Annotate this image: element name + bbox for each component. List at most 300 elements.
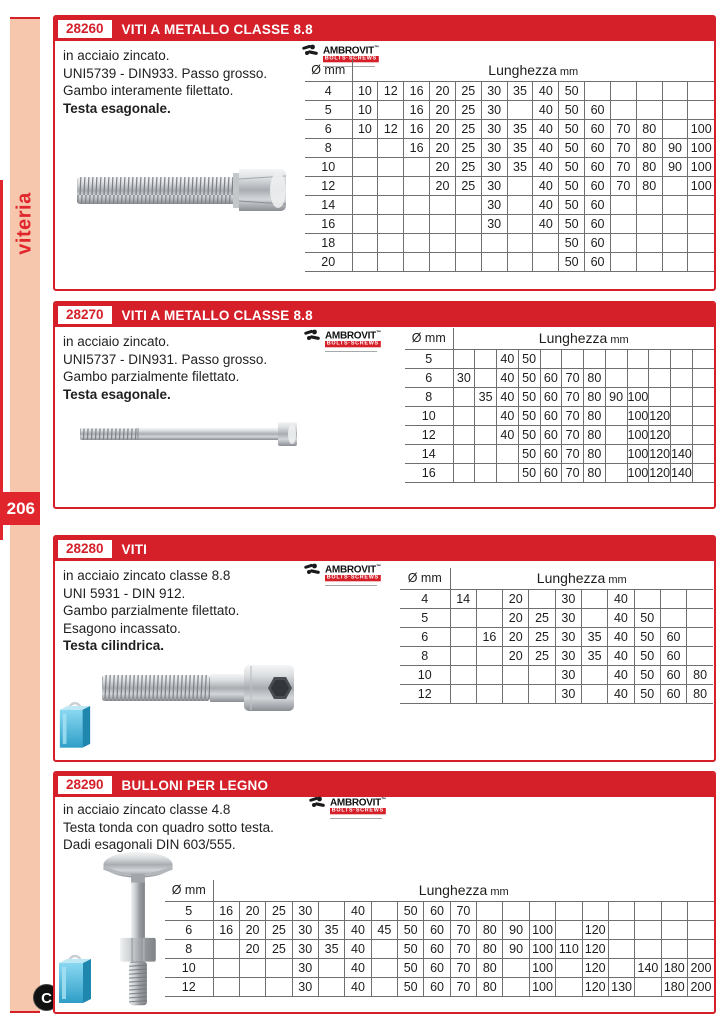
length-cell xyxy=(605,406,627,425)
size-row xyxy=(165,920,714,939)
length-cell: 50 xyxy=(559,233,585,252)
length-cell xyxy=(610,214,636,233)
size-row xyxy=(305,119,714,138)
category-label: viteria xyxy=(13,191,36,255)
length-cell: 30 xyxy=(481,138,507,157)
description-line-bold: Testa esagonale. xyxy=(63,100,171,116)
length-cell: 50 xyxy=(398,977,424,996)
length-cell: 70 xyxy=(450,977,476,996)
length-cell: 35 xyxy=(507,119,533,138)
length-cell: 50 xyxy=(559,81,585,100)
length-cell: 70 xyxy=(450,901,476,920)
length-cell xyxy=(476,665,502,684)
length-cell: 20 xyxy=(503,608,529,627)
size-table-wrap xyxy=(400,568,713,704)
diameter-cell: 5 xyxy=(305,100,352,119)
length-cell xyxy=(605,368,627,387)
length-cell xyxy=(585,81,611,100)
length-cell: 45 xyxy=(371,920,397,939)
product-description xyxy=(63,333,267,403)
product-code: 28280 xyxy=(58,540,112,558)
diameter-cell: 6 xyxy=(400,627,450,646)
length-cell xyxy=(450,684,476,703)
length-cell: 25 xyxy=(455,157,481,176)
length-cell xyxy=(533,233,559,252)
size-row xyxy=(305,81,714,100)
length-cell xyxy=(687,920,714,939)
size-row xyxy=(165,939,714,958)
length-cell xyxy=(634,589,660,608)
length-cell: 30 xyxy=(453,368,475,387)
brand-name: AMBROVIT™ xyxy=(323,45,379,57)
size-table-wrap xyxy=(405,328,714,483)
length-cell: 50 xyxy=(398,901,424,920)
length-cell xyxy=(404,233,430,252)
length-cell xyxy=(581,665,607,684)
length-cell: 60 xyxy=(424,977,450,996)
length-cell: 90 xyxy=(503,939,529,958)
length-cell xyxy=(239,958,265,977)
length-cell xyxy=(378,157,404,176)
length-cell xyxy=(687,901,714,920)
length-cell xyxy=(404,176,430,195)
length-cell: 60 xyxy=(660,665,686,684)
hex-bolt-full-thread-photo xyxy=(75,155,297,225)
length-cell: 30 xyxy=(555,684,581,703)
section-28260 xyxy=(53,15,716,291)
length-cell: 25 xyxy=(455,100,481,119)
length-cell: 40 xyxy=(533,81,559,100)
length-cell: 100 xyxy=(688,157,714,176)
length-cell xyxy=(455,233,481,252)
size-row xyxy=(400,646,713,665)
length-cell xyxy=(503,684,529,703)
length-cell: 30 xyxy=(555,665,581,684)
length-cell xyxy=(503,977,529,996)
length-cell xyxy=(688,233,714,252)
length-cell: 140 xyxy=(671,463,693,482)
length-cell xyxy=(610,195,636,214)
product-description xyxy=(63,47,267,117)
brand-tagline: BOLTS·SCREWS xyxy=(324,56,377,62)
length-cell: 40 xyxy=(608,665,634,684)
length-cell xyxy=(318,958,344,977)
length-cell: 40 xyxy=(497,387,519,406)
diameter-cell: 6 xyxy=(165,920,213,939)
length-cell xyxy=(687,627,713,646)
section-28280 xyxy=(53,535,716,762)
length-cell xyxy=(371,977,397,996)
length-cell: 25 xyxy=(455,176,481,195)
section-title: BULLONI PER LEGNO xyxy=(121,777,269,793)
length-cell xyxy=(556,901,582,920)
size-row xyxy=(400,684,713,703)
length-cell: 25 xyxy=(529,627,555,646)
length-cell xyxy=(404,195,430,214)
diameter-header: Ø mm xyxy=(400,568,450,589)
length-cell: 50 xyxy=(559,195,585,214)
diameter-cell: 8 xyxy=(305,138,352,157)
length-cell: 60 xyxy=(540,387,562,406)
brand-logo xyxy=(303,328,387,352)
length-cell: 70 xyxy=(450,958,476,977)
length-cell: 12 xyxy=(378,119,404,138)
length-cell xyxy=(660,589,686,608)
length-cell: 60 xyxy=(585,233,611,252)
length-cell xyxy=(378,138,404,157)
length-cell: 60 xyxy=(585,176,611,195)
length-cell: 50 xyxy=(518,387,540,406)
description-line: Testa tonda con quadro sotto testa. xyxy=(63,819,274,835)
length-cell xyxy=(662,100,688,119)
length-cell xyxy=(213,977,239,996)
length-cell: 60 xyxy=(424,958,450,977)
length-cell: 50 xyxy=(518,406,540,425)
length-cell xyxy=(475,406,497,425)
length-cell: 30 xyxy=(292,977,318,996)
length-cell xyxy=(476,589,502,608)
length-cell: 35 xyxy=(318,939,344,958)
length-cell xyxy=(584,349,606,368)
length-cell xyxy=(503,665,529,684)
length-cell: 50 xyxy=(559,176,585,195)
length-cell: 60 xyxy=(660,684,686,703)
length-cell xyxy=(627,368,649,387)
length-cell: 30 xyxy=(481,119,507,138)
length-cell xyxy=(503,958,529,977)
length-cell: 60 xyxy=(660,646,686,665)
length-cell xyxy=(635,939,661,958)
size-row xyxy=(305,233,714,252)
package-box-icon xyxy=(56,948,94,1008)
length-cell xyxy=(529,665,555,684)
length-cell xyxy=(692,425,714,444)
length-cell: 70 xyxy=(562,368,584,387)
description-line: UNI 5931 - DIN 912. xyxy=(63,585,186,601)
brand-name: AMBROVIT™ xyxy=(330,797,386,809)
length-cell xyxy=(404,252,430,271)
length-cell xyxy=(430,252,456,271)
length-cell: 50 xyxy=(518,368,540,387)
description-line: in acciaio zincato classe 4.8 xyxy=(63,802,231,817)
description-line-bold: Testa cilindrica. xyxy=(63,638,165,653)
size-row xyxy=(405,406,714,425)
length-cell xyxy=(507,233,533,252)
length-cell: 50 xyxy=(559,157,585,176)
length-cell: 20 xyxy=(430,138,456,157)
length-cell xyxy=(610,100,636,119)
length-cell xyxy=(455,214,481,233)
length-cell xyxy=(475,425,497,444)
brand-tagline: BOLTS·SCREWS xyxy=(331,808,384,814)
length-cell: 14 xyxy=(450,589,476,608)
length-cell: 20 xyxy=(430,176,456,195)
length-cell xyxy=(371,958,397,977)
description-line: Dadi esagonali DIN 603/555. xyxy=(63,837,236,852)
length-cell xyxy=(450,646,476,665)
length-cell: 70 xyxy=(450,939,476,958)
length-cell: 30 xyxy=(481,214,507,233)
length-cell xyxy=(455,195,481,214)
length-cell: 50 xyxy=(559,119,585,138)
length-cell xyxy=(481,252,507,271)
length-cell: 20 xyxy=(503,627,529,646)
product-code: 28270 xyxy=(58,306,112,324)
brand-tagline: BOLTS·SCREWS xyxy=(326,575,379,581)
diameter-cell: 12 xyxy=(405,425,453,444)
length-cell: 100 xyxy=(529,977,555,996)
size-row xyxy=(165,901,714,920)
length-cell xyxy=(636,100,662,119)
section-28290 xyxy=(53,771,716,1014)
length-cell xyxy=(507,195,533,214)
diameter-cell: 10 xyxy=(305,157,352,176)
length-cell: 120 xyxy=(649,463,671,482)
length-cell: 70 xyxy=(610,119,636,138)
length-cell xyxy=(605,349,627,368)
length-cell xyxy=(213,939,239,958)
length-cell: 20 xyxy=(239,901,265,920)
length-cell: 80 xyxy=(477,977,503,996)
length-cell: 60 xyxy=(585,100,611,119)
length-cell xyxy=(453,444,475,463)
length-cell: 30 xyxy=(292,920,318,939)
size-row xyxy=(405,368,714,387)
length-cell xyxy=(371,901,397,920)
length-cell xyxy=(608,901,634,920)
length-cell: 120 xyxy=(582,977,608,996)
length-cell: 12 xyxy=(378,81,404,100)
length-cell xyxy=(608,920,634,939)
length-cell: 50 xyxy=(634,684,660,703)
section-header xyxy=(55,17,714,41)
length-cell xyxy=(688,214,714,233)
size-row xyxy=(405,349,714,368)
brand-name: AMBROVIT™ xyxy=(325,564,381,576)
length-cell: 120 xyxy=(582,958,608,977)
size-row xyxy=(305,138,714,157)
length-cell xyxy=(636,252,662,271)
length-cell xyxy=(649,349,671,368)
length-cell xyxy=(450,665,476,684)
diameter-cell: 12 xyxy=(400,684,450,703)
length-cell: 25 xyxy=(529,608,555,627)
length-cell: 90 xyxy=(605,387,627,406)
brand-name: AMBROVIT™ xyxy=(325,330,381,342)
length-cell: 60 xyxy=(540,444,562,463)
section-title: VITI xyxy=(121,541,148,557)
diameter-cell: 12 xyxy=(305,176,352,195)
diameter-cell: 6 xyxy=(405,368,453,387)
length-cell xyxy=(662,214,688,233)
length-cell: 50 xyxy=(634,627,660,646)
length-cell xyxy=(635,977,661,996)
length-cell: 200 xyxy=(687,958,714,977)
length-cell xyxy=(507,100,533,119)
length-cell xyxy=(453,463,475,482)
diameter-cell: 16 xyxy=(305,214,352,233)
length-cell xyxy=(239,977,265,996)
length-cell: 180 xyxy=(661,958,687,977)
size-table-wrap xyxy=(165,880,714,997)
diameter-cell: 10 xyxy=(400,665,450,684)
size-row xyxy=(165,958,714,977)
section-title: VITI A METALLO CLASSE 8.8 xyxy=(121,21,313,37)
length-cell xyxy=(636,81,662,100)
length-cell: 200 xyxy=(687,977,714,996)
length-cell: 100 xyxy=(627,387,649,406)
length-cell xyxy=(352,252,378,271)
length-cell: 10 xyxy=(352,81,378,100)
length-cell xyxy=(661,939,687,958)
length-cell xyxy=(671,387,693,406)
length-cell: 35 xyxy=(507,138,533,157)
length-cell xyxy=(662,81,688,100)
length-cell xyxy=(266,977,292,996)
length-cell: 30 xyxy=(292,901,318,920)
length-cell xyxy=(692,406,714,425)
length-cell xyxy=(627,349,649,368)
length-cell xyxy=(692,387,714,406)
length-cell xyxy=(453,349,475,368)
size-row xyxy=(305,157,714,176)
length-cell xyxy=(481,233,507,252)
length-cell xyxy=(533,252,559,271)
sidebar-edge-stripe xyxy=(0,180,3,540)
length-cell xyxy=(378,252,404,271)
size-row xyxy=(400,608,713,627)
length-cell: 50 xyxy=(398,920,424,939)
length-cell: 60 xyxy=(585,157,611,176)
length-cell: 60 xyxy=(585,138,611,157)
length-cell: 70 xyxy=(610,157,636,176)
product-code: 28260 xyxy=(58,20,112,38)
length-cell: 40 xyxy=(345,977,371,996)
length-cell: 20 xyxy=(239,939,265,958)
length-cell: 10 xyxy=(352,119,378,138)
description-line: in acciaio zincato classe 8.8 xyxy=(63,568,231,583)
length-cell xyxy=(371,939,397,958)
size-table xyxy=(165,880,714,997)
length-cell xyxy=(636,195,662,214)
size-row xyxy=(305,195,714,214)
length-cell xyxy=(378,214,404,233)
length-cell xyxy=(692,444,714,463)
length-cell xyxy=(266,958,292,977)
length-cell: 50 xyxy=(518,425,540,444)
length-cell: 50 xyxy=(634,665,660,684)
length-cell xyxy=(608,958,634,977)
length-cell xyxy=(610,252,636,271)
length-cell: 40 xyxy=(608,627,634,646)
length-cell: 100 xyxy=(529,958,555,977)
length-cell xyxy=(475,368,497,387)
length-cell xyxy=(404,214,430,233)
length-cell xyxy=(378,100,404,119)
length-cell: 50 xyxy=(559,252,585,271)
length-cell xyxy=(662,119,688,138)
length-cell: 30 xyxy=(481,157,507,176)
length-cell xyxy=(529,901,555,920)
length-cell: 60 xyxy=(424,901,450,920)
length-cell xyxy=(671,349,693,368)
length-cell: 35 xyxy=(507,81,533,100)
diameter-header: Ø mm xyxy=(165,880,213,901)
length-cell: 25 xyxy=(266,901,292,920)
length-cell: 140 xyxy=(671,444,693,463)
length-cell xyxy=(476,608,502,627)
length-cell: 120 xyxy=(582,920,608,939)
diameter-cell: 14 xyxy=(305,195,352,214)
length-cell: 40 xyxy=(533,100,559,119)
diameter-cell: 5 xyxy=(405,349,453,368)
length-cell xyxy=(378,195,404,214)
length-cell: 40 xyxy=(497,425,519,444)
length-cell: 60 xyxy=(660,627,686,646)
length-cell: 50 xyxy=(518,444,540,463)
length-cell: 50 xyxy=(398,958,424,977)
screws-icon xyxy=(303,328,323,342)
length-cell xyxy=(352,138,378,157)
length-cell xyxy=(687,939,714,958)
length-cell xyxy=(605,444,627,463)
length-cell: 20 xyxy=(430,81,456,100)
length-cell: 80 xyxy=(584,463,606,482)
length-cell: 70 xyxy=(450,920,476,939)
length-cell: 90 xyxy=(662,157,688,176)
diameter-cell: 10 xyxy=(405,406,453,425)
description-line: in acciaio zincato. xyxy=(63,48,170,63)
length-cell xyxy=(636,233,662,252)
section-28270 xyxy=(53,301,716,509)
length-cell: 80 xyxy=(477,958,503,977)
length-cell xyxy=(318,977,344,996)
diameter-cell: 5 xyxy=(400,608,450,627)
length-cell: 80 xyxy=(584,425,606,444)
brand-rule xyxy=(325,585,377,586)
length-cell xyxy=(475,349,497,368)
length-cell xyxy=(608,939,634,958)
length-cell xyxy=(692,368,714,387)
length-cell xyxy=(352,176,378,195)
length-cell xyxy=(692,463,714,482)
length-cell: 40 xyxy=(608,608,634,627)
length-cell: 40 xyxy=(497,368,519,387)
length-cell xyxy=(213,958,239,977)
diameter-header: Ø mm xyxy=(405,328,453,349)
length-cell: 30 xyxy=(555,646,581,665)
diameter-cell: 8 xyxy=(400,646,450,665)
length-cell: 16 xyxy=(404,138,430,157)
length-cell xyxy=(581,684,607,703)
length-cell: 100 xyxy=(627,463,649,482)
length-cell xyxy=(352,157,378,176)
length-cell: 10 xyxy=(352,100,378,119)
size-table xyxy=(400,568,713,704)
length-cell: 35 xyxy=(581,627,607,646)
length-cell xyxy=(582,901,608,920)
length-cell xyxy=(450,608,476,627)
length-cell xyxy=(378,233,404,252)
length-cell xyxy=(378,176,404,195)
length-cell xyxy=(352,195,378,214)
length-header: Lunghezza mm xyxy=(450,568,713,589)
diameter-cell: 5 xyxy=(165,901,213,920)
length-cell xyxy=(581,608,607,627)
length-cell: 40 xyxy=(533,176,559,195)
description-line: Gambo interamente filettato. xyxy=(63,83,234,98)
length-cell xyxy=(687,608,713,627)
